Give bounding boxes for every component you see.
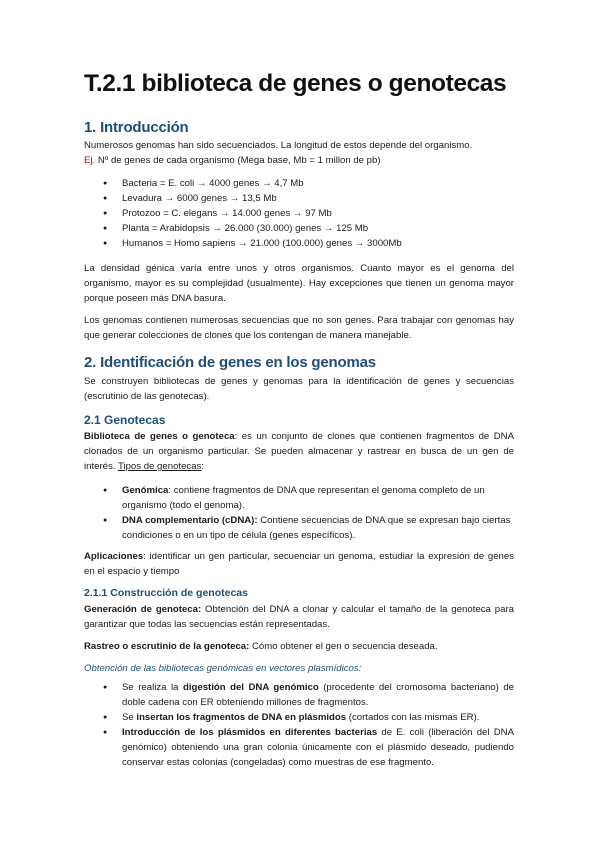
section-heading-introduccion: 1. Introducción <box>84 119 189 136</box>
paragraph-genomes: Los genomas contienen numerosas secuencias que no son genes. Para trabajar con genomas hay que generar colecciones de clones que los contengan de manera manejable. <box>84 315 514 341</box>
page-title: T.2.1 biblioteca de genes o genotecas <box>84 70 507 97</box>
screening-text: Cómo obtener el gen o secuencia deseada. <box>249 641 438 652</box>
list-item <box>103 513 514 543</box>
list-item <box>103 725 514 770</box>
type-term: Genómica <box>122 485 169 496</box>
paragraph-generation <box>84 602 514 632</box>
paragraph-density: La densidad génica varía entre unos y otros organismos. Cuanto mayor es el genoma del organismo, mayor es su complejidad (usualmente). Hay excepciones que tienen un genoma mayor porque poseen más DNA basura. <box>84 263 514 304</box>
list-item: ● Levadura → 6000 genes → 13,5 Mb <box>103 191 402 206</box>
list-item: ● Protozoo = C. elegans → 14.000 genes → 97 Mb <box>103 206 402 221</box>
subsection-heading-construccion: 2.1.1 Construcción de genotecas <box>84 587 248 599</box>
type-text: Contiene secuencias de DNA que se expresan bajo ciertas condiciones o en un tipo de célula (genes específicos). <box>122 515 511 541</box>
paragraph-intro: Numerosos genomas han sido secuenciados. La longitud de estos depende del organismo. <box>84 140 473 151</box>
italic-subheading: Obtención de las bibliotecas genómicas en vectores plasmídicos: <box>84 663 362 674</box>
organism-list <box>103 176 402 251</box>
step-bold: insertan los fragmentos de DNA en plásmidos <box>136 712 347 723</box>
type-term: DNA complementario (cDNA): <box>122 515 258 526</box>
list-item: ● Planta = Arabidopsis → 26.000 (30.000) genes → 125 Mb <box>103 221 402 236</box>
applications-term: Aplicaciones <box>84 551 144 562</box>
step-post: (procedente del cromosoma bacteriano) de doble cadena con ER obteniendo millones de fragmentos. <box>122 682 514 708</box>
step-pre: Se realiza la <box>122 682 183 693</box>
types-label: Tipos de genotecas <box>117 461 202 472</box>
list-item <box>103 483 514 513</box>
example-text: Nº de genes de cada organismo (Mega base, Mb = 1 millon de pb) <box>95 155 381 166</box>
paragraph-screening <box>84 639 438 654</box>
definition-term: Biblioteca de genes o genoteca <box>84 431 235 442</box>
step-bold: Introducción de los plásmidos en diferentes bacterias <box>122 727 378 738</box>
paragraph-definition <box>84 429 514 474</box>
list-item <box>103 680 514 710</box>
subsection-heading-genotecas: 2.1 Genotecas <box>84 413 166 427</box>
list-item: ● Bacteria = E. coli → 4000 genes → 4,7 Mb <box>103 176 402 191</box>
paragraph-identificacion: Se construyen bibliotecas de genes y genomas para la identificación de genes y secuencias (escrutinio de las genotecas). <box>84 376 514 402</box>
paragraph-example <box>84 153 381 168</box>
step-bold: digestión del DNA genómico <box>182 682 319 693</box>
applications-text: : identificar un gen particular, secuenciar un genoma, estudiar la expresión de genes en el espacio y tiempo <box>84 551 514 577</box>
library-types-list <box>103 483 514 543</box>
types-colon: : <box>201 461 205 472</box>
section-heading-identificacion: 2. Identificación de genes en los genomas <box>84 354 376 371</box>
step-post: (cortados con las mismas ER). <box>346 712 480 723</box>
paragraph-applications <box>84 549 514 579</box>
step-pre: Se <box>122 712 137 723</box>
definition-text: : es un conjunto de clones que contienen fragmentos de DNA clonados de un organismo particular. Se pueden almacenar y rastrear en busca de un gen de interés. <box>84 431 514 472</box>
steps-list <box>103 680 514 770</box>
screening-term: Rastreo o escrutinio de la genoteca: <box>84 641 250 652</box>
generation-term: Generación de genoteca: <box>84 604 202 615</box>
example-label: Ej. <box>84 155 96 166</box>
list-item <box>103 710 514 725</box>
type-text: : contiene fragmentos de DNA que representan el genoma completo de un organismo (todo el genoma). <box>122 485 485 511</box>
list-item: ● Humanos = Homo sapiens → 21.000 (100.000) genes → 3000Mb <box>103 236 402 251</box>
generation-text: Obtención del DNA a clonar y calcular el tamaño de la genoteca para garantizar que todas las secuencias están representadas. <box>84 604 514 630</box>
step-post: de E. coli (liberación del DNA genómico) obteniendo una gran colonia únicamente con el plásmido deseado, pudiendo conservar estas colonias (congeladas) como muestras de ese fragmento. <box>122 727 514 768</box>
